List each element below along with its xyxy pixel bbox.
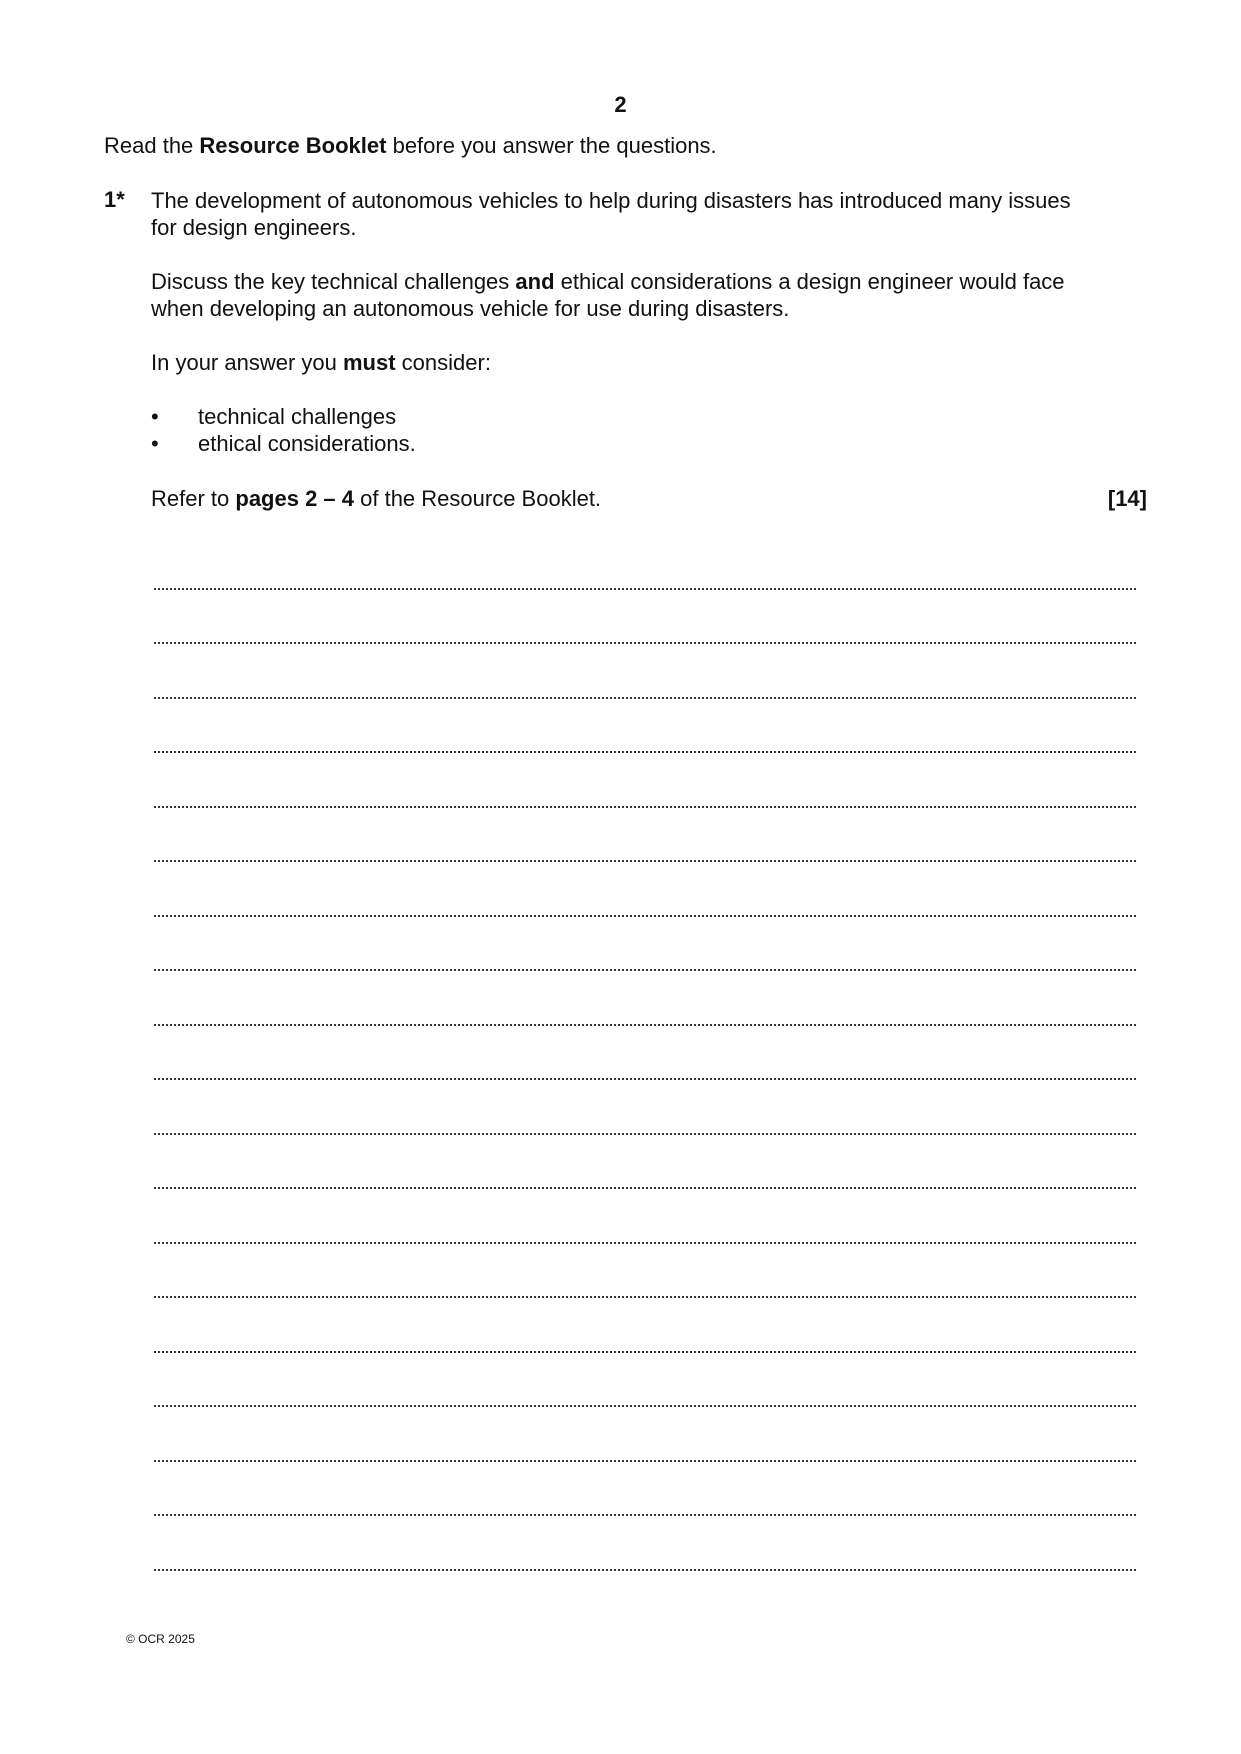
answer-line[interactable] bbox=[154, 1462, 1136, 1517]
question-stem-line-1: The development of autonomous vehicles to help during disasters has introduced many issues bbox=[151, 188, 1071, 213]
intro-suffix: before you answer the questions. bbox=[386, 133, 717, 158]
page-number: 2 bbox=[614, 92, 627, 117]
refer-suffix: of the Resource Booklet. bbox=[354, 486, 602, 511]
answer-line[interactable] bbox=[154, 808, 1136, 863]
answer-line[interactable] bbox=[154, 862, 1136, 917]
intro-instruction bbox=[104, 133, 717, 159]
consider-prefix: In your answer you bbox=[151, 350, 343, 375]
answer-line[interactable] bbox=[154, 699, 1136, 754]
answer-line[interactable] bbox=[154, 535, 1136, 590]
refer-instruction bbox=[151, 486, 601, 512]
intro-bold-resource-booklet: Resource Booklet bbox=[199, 133, 387, 158]
refer-bold-pages: pages 2 – 4 bbox=[235, 486, 355, 511]
bullet-item bbox=[151, 430, 416, 457]
answer-line[interactable] bbox=[154, 1080, 1136, 1135]
answer-area[interactable] bbox=[154, 535, 1136, 1571]
answer-line[interactable] bbox=[154, 590, 1136, 645]
answer-line[interactable] bbox=[154, 1026, 1136, 1081]
intro-prefix: Read the bbox=[104, 133, 200, 158]
discuss-bold-and: and bbox=[515, 269, 555, 294]
consider-bullet-list bbox=[151, 403, 416, 457]
question-discuss bbox=[151, 268, 1141, 322]
bullet-text: technical challenges bbox=[198, 404, 397, 429]
answer-line[interactable] bbox=[154, 1189, 1136, 1244]
discuss-prefix: Discuss the key technical challenges bbox=[151, 269, 516, 294]
refer-prefix: Refer to bbox=[151, 486, 236, 511]
question-stem-line-2: for design engineers. bbox=[151, 215, 357, 240]
answer-line[interactable] bbox=[154, 644, 1136, 699]
answer-line[interactable] bbox=[154, 917, 1136, 972]
marks-label: [14] bbox=[1107, 486, 1147, 511]
question-consider bbox=[151, 349, 1141, 376]
answer-line[interactable] bbox=[154, 1298, 1136, 1353]
answer-line[interactable] bbox=[154, 1135, 1136, 1190]
question-stem bbox=[151, 187, 1141, 241]
bullet-icon: • bbox=[151, 404, 159, 429]
answer-line[interactable] bbox=[154, 1516, 1136, 1571]
discuss-suffix: ethical considerations a design engineer would face bbox=[554, 269, 1065, 294]
answer-line[interactable] bbox=[154, 971, 1136, 1026]
bullet-item bbox=[151, 403, 416, 430]
question-number: 1* bbox=[104, 187, 125, 212]
answer-line[interactable] bbox=[154, 1244, 1136, 1299]
answer-line[interactable] bbox=[154, 1407, 1136, 1462]
answer-line[interactable] bbox=[154, 1353, 1136, 1408]
consider-suffix: consider: bbox=[395, 350, 491, 375]
answer-line[interactable] bbox=[154, 753, 1136, 808]
copyright-footer: © OCR 2025 bbox=[126, 1632, 195, 1646]
bullet-text: ethical considerations. bbox=[198, 431, 416, 456]
bullet-icon: • bbox=[151, 431, 159, 456]
question-discuss-line-1 bbox=[151, 268, 1141, 295]
question-discuss-line-2: when developing an autonomous vehicle for use during disasters. bbox=[151, 296, 790, 321]
consider-bold-must: must bbox=[342, 350, 396, 375]
